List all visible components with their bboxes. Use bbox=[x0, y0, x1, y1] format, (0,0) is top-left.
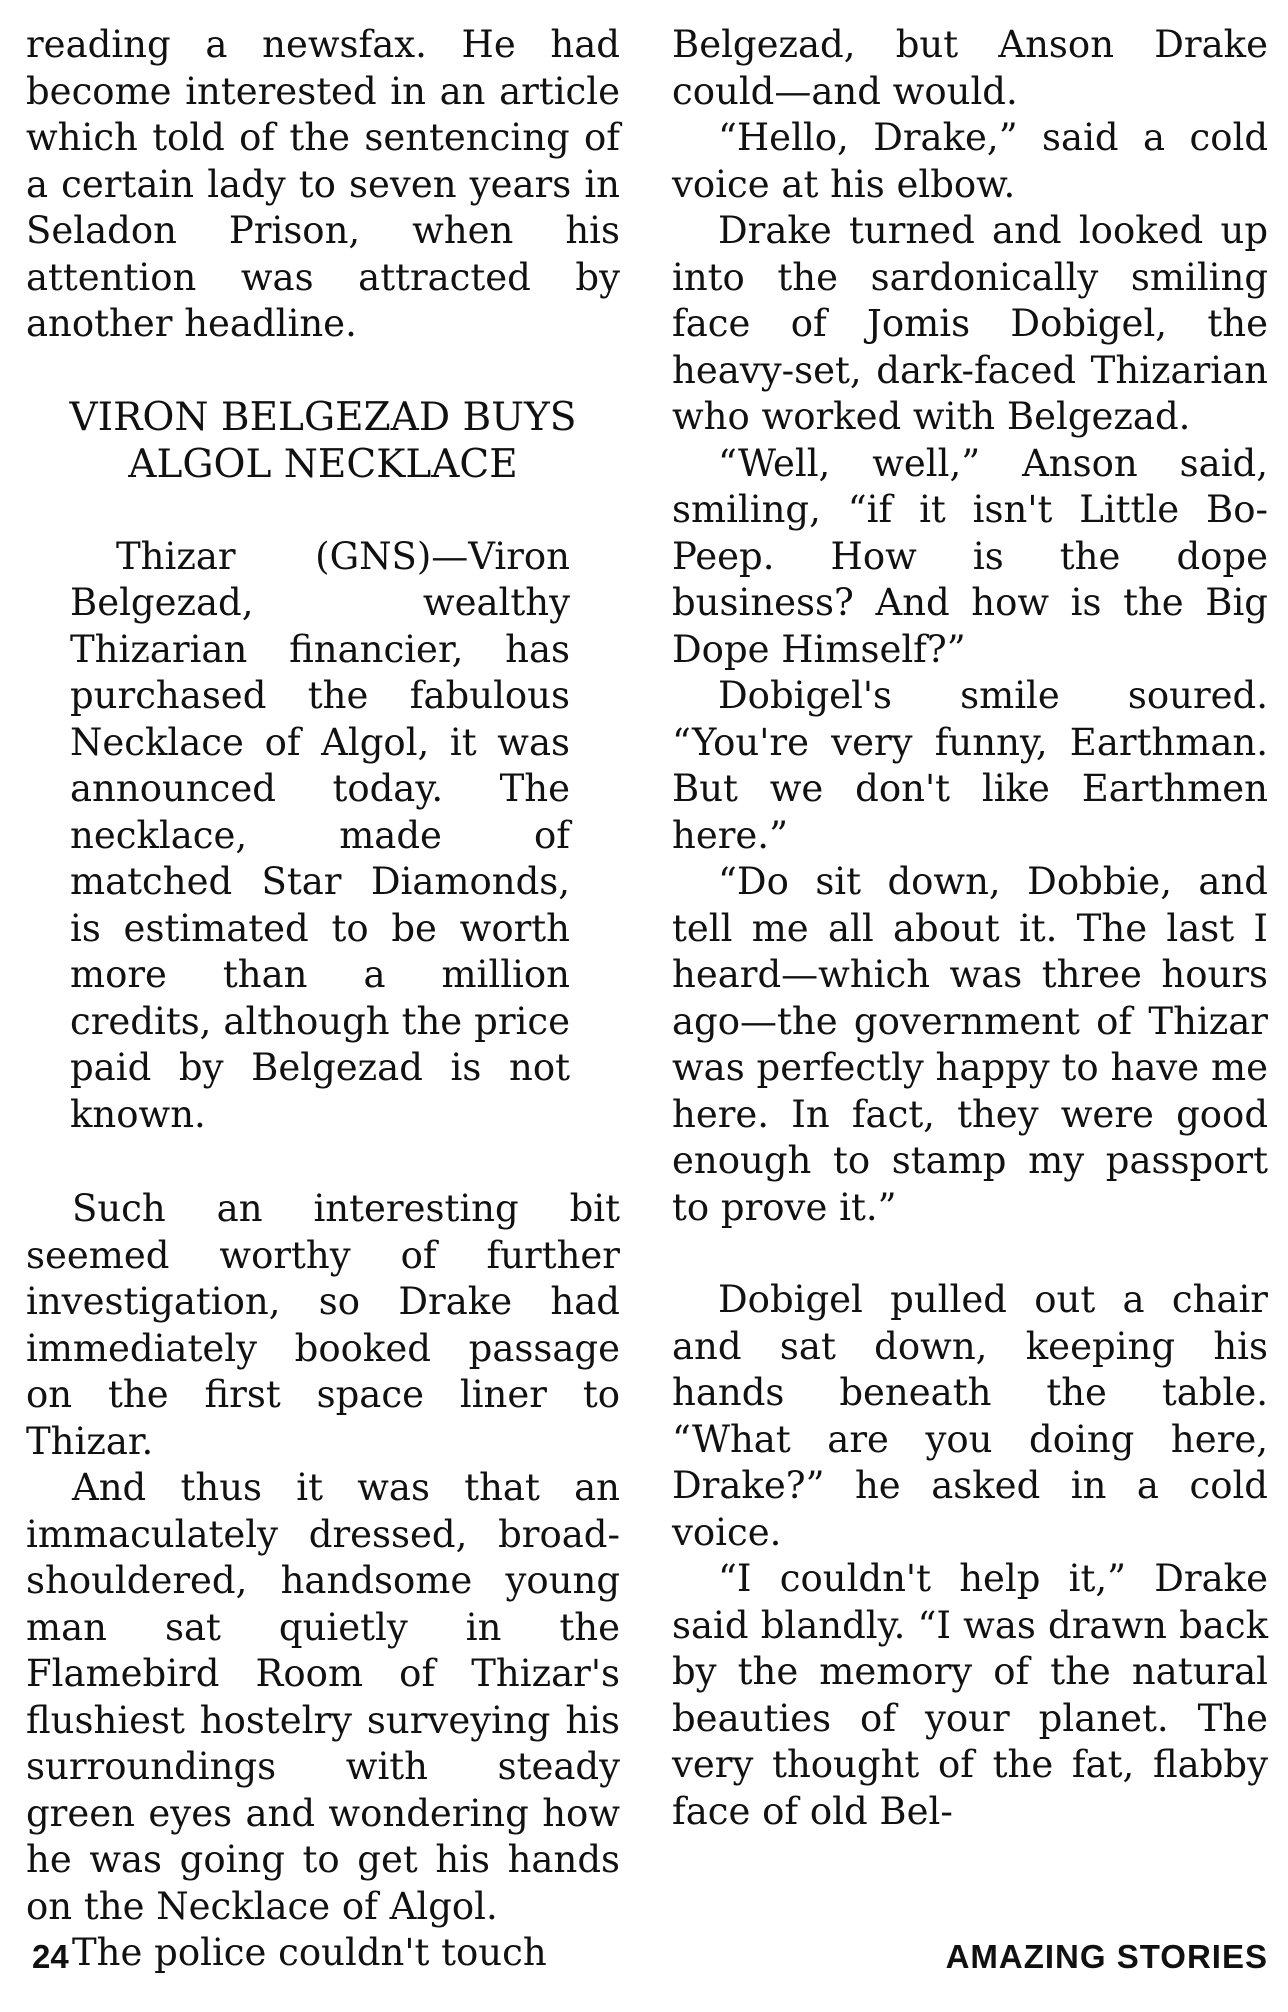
paragraph: Dobigel pulled out a chair and sat down, keeping his hands beneath the table. “What are you doing here, Drake?” he asked in a cold voice. bbox=[672, 1278, 1268, 1554]
running-footer-title: AMAZING STORIES bbox=[945, 1938, 1268, 1975]
news-item-text: Thizar (GNS)—Viron Belgezad, wealthy Thizarian financier, has purchased the fabulous Necklace of Algol, it was announced today. The necklace, made of matched Star Diamonds, is estimated to be worth more than a million credits, although the price paid by Belgezad is not known. bbox=[70, 534, 570, 1136]
paragraph: “Hello, Drake,” said a cold voice at his elbow. bbox=[672, 116, 1268, 206]
left-column bbox=[26, 22, 620, 1977]
news-item bbox=[26, 534, 620, 1139]
paragraph: “Well, well,” Anson said, smiling, “if it isn't Little Bo-Peep. How is the dope business? And how is the Big Dope Himself?” bbox=[672, 441, 1268, 671]
paragraph: reading a newsfax. He had become interested in an article which told of the sentencing of a certain lady to seven years in Seladon Prison, when his attention was attracted by another headline. bbox=[26, 23, 620, 345]
paragraph: The police couldn't touch bbox=[72, 1931, 547, 1974]
right-column bbox=[672, 22, 1268, 1835]
paragraph: “Do sit down, Dobbie, and tell me all about it. The last I heard—which was three hours ago—the government of Thizar was perfectly happy to have me here. In fact, they were good enough to stamp my passport to prove it.” bbox=[672, 860, 1268, 1229]
page-number: 24 bbox=[32, 1938, 69, 1975]
headline-line: ALGOL NECKLACE bbox=[128, 441, 518, 487]
paragraph: Belgezad, but Anson Drake could—and would. bbox=[672, 23, 1268, 113]
paragraph: Dobigel's smile soured. “You're very funny, Earthman. But we don't like Earthmen here.” bbox=[672, 674, 1268, 857]
paragraph: Drake turned and looked up into the sardonically smiling face of Jomis Dobigel, the heavy-set, dark-faced Thizarian who worked with Belgezad. bbox=[672, 209, 1268, 438]
news-headline bbox=[26, 394, 620, 488]
headline-line: VIRON BELGEZAD BUYS bbox=[69, 394, 577, 440]
paragraph: And thus it was that an immaculately dressed, broad-shouldered, handsome young man sat quietly in the Flamebird Room of Thizar's flushiest hostelry surveying his surroundings with steady green eyes and wondering how he was going to get his hands on the Necklace of Algol. bbox=[26, 1466, 620, 1928]
paragraph: Such an interesting bit seemed worthy of further investigation, so Drake had immediately booked passage on the first space liner to Thizar. bbox=[26, 1187, 620, 1463]
paragraph: “I couldn't help it,” Drake said blandly. “I was drawn back by the memory of the natural beauties of your planet. The very thought of the fat, flabby face of old Bel- bbox=[672, 1557, 1268, 1833]
